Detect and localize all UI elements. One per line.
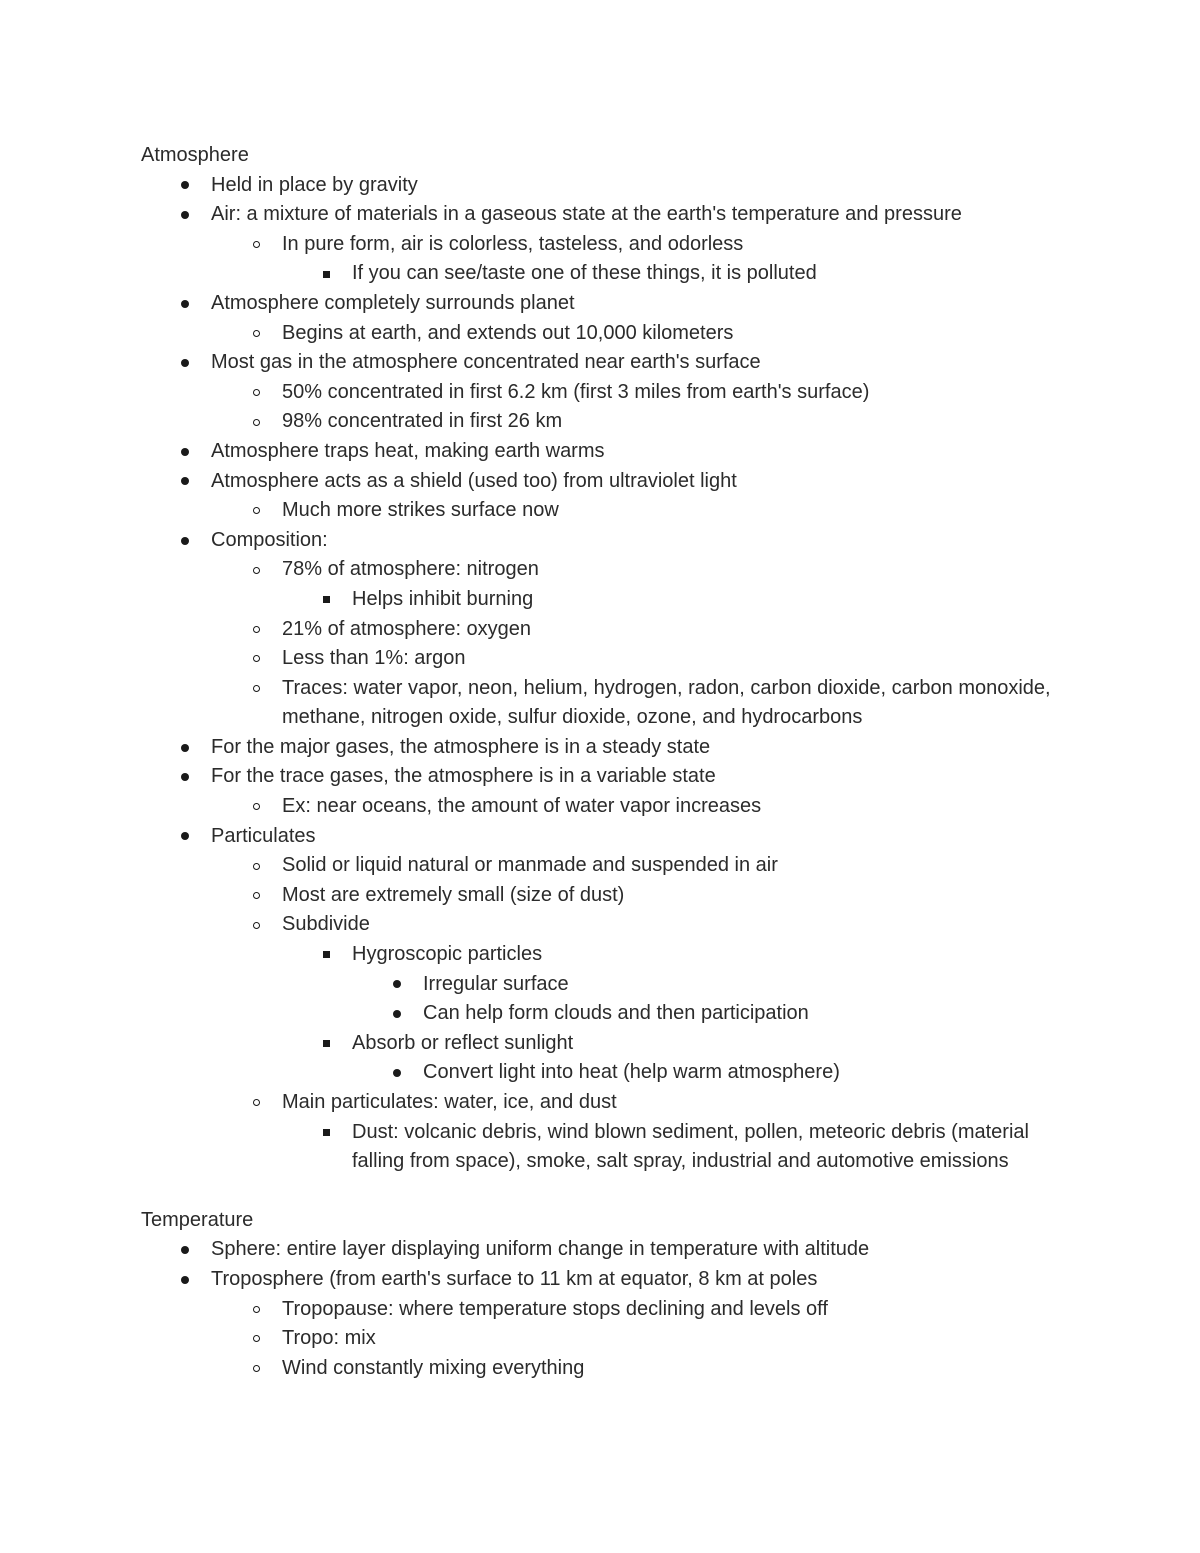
list-item-text: Solid or liquid natural or manmade and suspended in air xyxy=(282,854,778,877)
section-temperature xyxy=(141,1206,1071,1384)
list-item xyxy=(141,200,1071,230)
list-item xyxy=(141,1324,1071,1354)
list-item xyxy=(141,171,1071,201)
list-item-text: Composition: xyxy=(211,528,328,551)
list-item-text: Helps inhibit burning xyxy=(352,587,534,610)
list-item xyxy=(141,1029,1071,1059)
list-item-text: Less than 1%: argon xyxy=(282,647,466,670)
list-item xyxy=(141,1118,1071,1177)
bullet-circle-icon xyxy=(248,378,264,408)
bullet-dot-icon xyxy=(389,999,405,1029)
bullet-circle-icon xyxy=(248,851,264,881)
list-item-text: Dust: volcanic debris, wind blown sediment, pollen, meteoric debris (material falling from space), smoke, salt spray, industrial and automotive emissions xyxy=(352,1120,1029,1173)
list-item-text: Sphere: entire layer displaying uniform change in temperature with altitude xyxy=(211,1238,870,1261)
list-item-text: Ex: near oceans, the amount of water vapor increases xyxy=(282,795,762,818)
list-item-text: Troposphere (from earth's surface to 11 km at equator, 8 km at poles xyxy=(211,1267,818,1290)
bullet-circle-icon xyxy=(248,1295,264,1325)
list-item-text: In pure form, air is colorless, tasteless, and odorless xyxy=(282,232,744,255)
list-item-text: Most gas in the atmosphere concentrated near earth's surface xyxy=(211,351,761,374)
list-item xyxy=(141,585,1071,615)
list-item xyxy=(141,496,1071,526)
bullet-circle-icon xyxy=(248,1088,264,1118)
list-item xyxy=(141,378,1071,408)
list-item xyxy=(141,230,1071,260)
list-item-text: Atmosphere acts as a shield (used too) from ultraviolet light xyxy=(211,469,737,492)
list-item xyxy=(141,792,1071,822)
list-item xyxy=(141,910,1071,940)
list-item xyxy=(141,1265,1071,1295)
list-item-text: Tropo: mix xyxy=(282,1327,376,1350)
list-item xyxy=(141,1088,1071,1118)
list-item-text: Convert light into heat (help warm atmosphere) xyxy=(423,1061,840,1084)
list-item xyxy=(141,940,1071,970)
bullet-dot-icon xyxy=(177,289,193,319)
bullet-circle-icon xyxy=(248,674,264,704)
bullet-circle-icon xyxy=(248,644,264,674)
section-atmosphere xyxy=(141,141,1071,1177)
bullet-square-icon xyxy=(318,585,334,615)
list-item-text: Atmosphere traps heat, making earth warms xyxy=(211,439,605,462)
list-item xyxy=(141,615,1071,645)
list-item-text: Subdivide xyxy=(282,913,370,936)
bullet-circle-icon xyxy=(248,230,264,260)
bullet-circle-icon xyxy=(248,881,264,911)
list-item xyxy=(141,999,1071,1029)
list-item-text: Main particulates: water, ice, and dust xyxy=(282,1091,617,1113)
bullet-circle-icon xyxy=(248,792,264,822)
bullet-square-icon xyxy=(318,940,334,970)
bullet-circle-icon xyxy=(248,407,264,437)
list-item-text: Particulates xyxy=(211,824,316,847)
list-item xyxy=(141,526,1071,556)
list-item-text: 21% of atmosphere: oxygen xyxy=(282,617,532,640)
list-item-text: Most are extremely small (size of dust) xyxy=(282,883,625,906)
list-item xyxy=(141,319,1071,349)
list-item-text: Can help form clouds and then participation xyxy=(423,1002,809,1025)
list-item xyxy=(141,762,1071,792)
bullet-dot-icon xyxy=(389,970,405,1000)
bullet-dot-icon xyxy=(177,822,193,852)
list-item xyxy=(141,1058,1071,1088)
list-item-text: 50% concentrated in first 6.2 km (first 3 miles from earth's surface) xyxy=(282,380,870,403)
list-item xyxy=(141,407,1071,437)
section-heading: Temperature xyxy=(141,1208,254,1231)
list-item-text: Air: a mixture of materials in a gaseous state at the earth's temperature and pressure xyxy=(211,203,962,226)
bullet-circle-icon xyxy=(248,615,264,645)
bullet-square-icon xyxy=(318,1118,334,1148)
list-item-text: If you can see/taste one of these things, it is polluted xyxy=(352,262,817,285)
list-item-text: For the major gases, the atmosphere is in a steady state xyxy=(211,735,711,758)
bullet-dot-icon xyxy=(177,467,193,497)
list-item-text: Begins at earth, and extends out 10,000 kilometers xyxy=(282,321,734,344)
list-item-text: Tropopause: where temperature stops declining and levels off xyxy=(282,1297,828,1320)
list-item xyxy=(141,289,1071,319)
list-item xyxy=(141,467,1071,497)
list-item-text: Wind constantly mixing everything xyxy=(282,1356,585,1379)
bullet-circle-icon xyxy=(248,319,264,349)
bullet-dot-icon xyxy=(177,1265,193,1295)
list-item-text: Atmosphere completely surrounds planet xyxy=(211,291,575,314)
bullet-dot-icon xyxy=(177,437,193,467)
list-item-text: Much more strikes surface now xyxy=(282,499,559,522)
list-item xyxy=(141,881,1071,911)
list-item-text: Held in place by gravity xyxy=(211,173,418,196)
bullet-dot-icon xyxy=(177,171,193,201)
list-item xyxy=(141,1235,1071,1265)
list-item xyxy=(141,822,1071,852)
bullet-dot-icon xyxy=(177,200,193,230)
list-item xyxy=(141,970,1071,1000)
bullet-circle-icon xyxy=(248,1354,264,1384)
list-item xyxy=(141,555,1071,585)
document-body xyxy=(141,141,1071,1383)
list-item-text: For the trace gases, the atmosphere is in a variable state xyxy=(211,765,716,788)
list-item xyxy=(141,348,1071,378)
bullet-dot-icon xyxy=(177,348,193,378)
bullet-dot-icon xyxy=(177,1235,193,1265)
bullet-dot-icon xyxy=(177,526,193,556)
list-item xyxy=(141,674,1071,733)
bullet-dot-icon xyxy=(177,733,193,763)
list-item xyxy=(141,259,1071,289)
list-item xyxy=(141,1354,1071,1384)
bullet-circle-icon xyxy=(248,555,264,585)
bullet-dot-icon xyxy=(177,762,193,792)
list-item-text: Irregular surface xyxy=(423,972,569,995)
bullet-dot-icon xyxy=(389,1058,405,1088)
list-item xyxy=(141,437,1071,467)
list-item xyxy=(141,851,1071,881)
bullet-circle-icon xyxy=(248,910,264,940)
list-item-text: Hygroscopic particles xyxy=(352,943,543,966)
list-item-text: Absorb or reflect sunlight xyxy=(352,1031,574,1054)
section-heading: Atmosphere xyxy=(141,144,249,166)
bullet-square-icon xyxy=(318,259,334,289)
list-item xyxy=(141,733,1071,763)
list-item xyxy=(141,1295,1071,1325)
bullet-circle-icon xyxy=(248,496,264,526)
bullet-circle-icon xyxy=(248,1324,264,1354)
list-item xyxy=(141,644,1071,674)
list-item-text: 98% concentrated in first 26 km xyxy=(282,410,563,433)
bullet-square-icon xyxy=(318,1029,334,1059)
list-item-text: 78% of atmosphere: nitrogen xyxy=(282,558,539,581)
list-item-text: Traces: water vapor, neon, helium, hydrogen, radon, carbon dioxide, carbon monoxide, methane, nitrogen oxide, sulfur dioxide, ozone, and hydrocarbons xyxy=(282,676,1051,729)
